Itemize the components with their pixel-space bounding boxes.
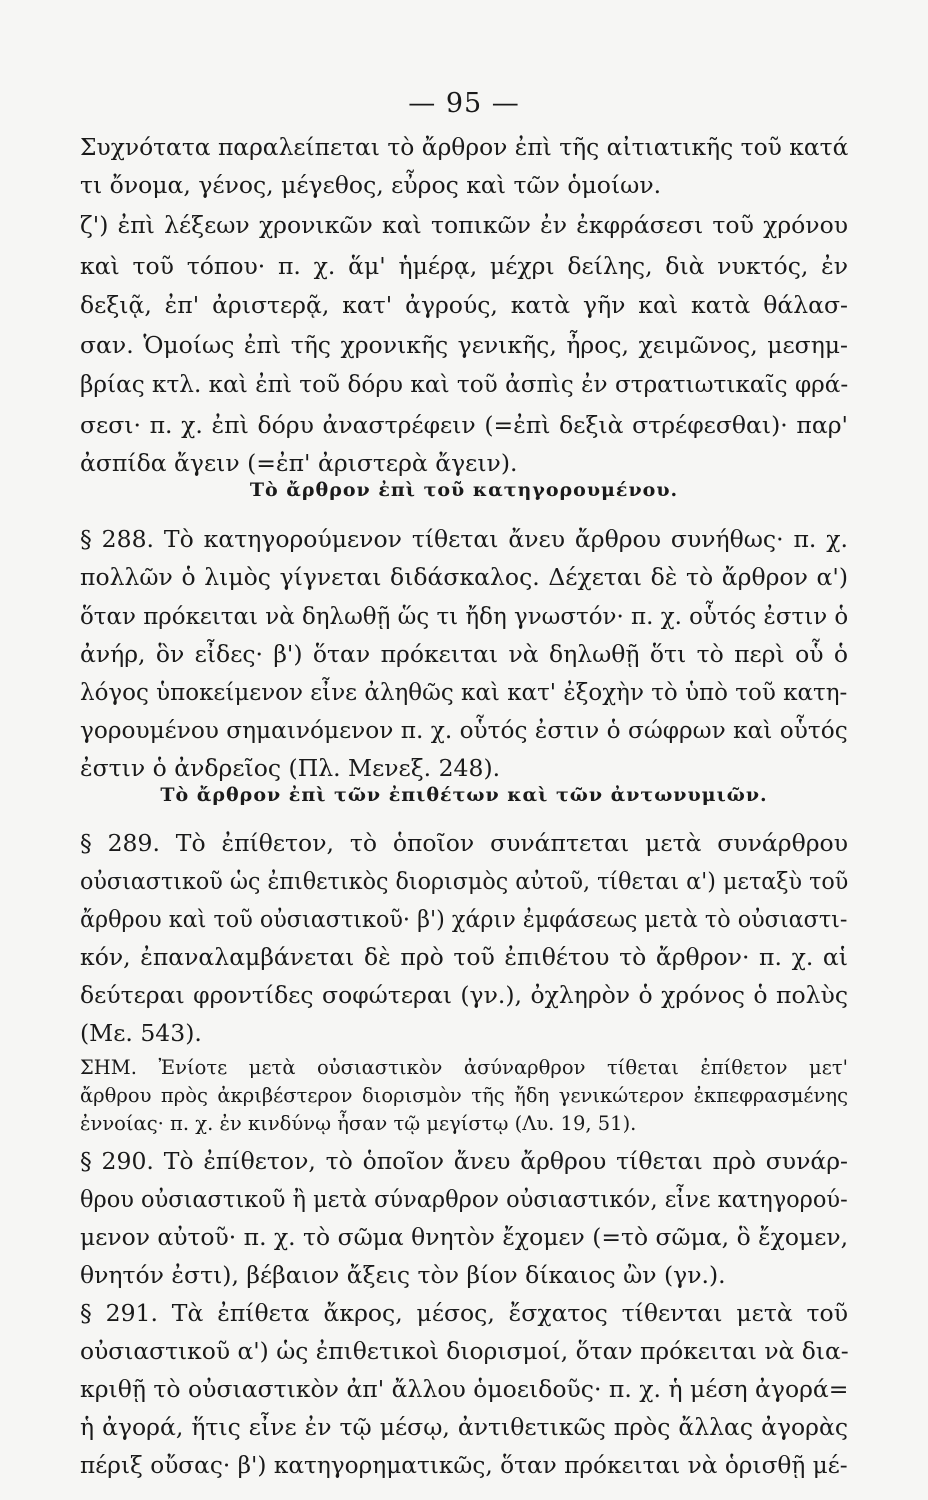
text-line: δεξιᾷ, ἐπ' ἀριστερᾷ, κατ' ἀγρούς, κατὰ γῆν καὶ κατὰ θάλασ- (80, 291, 848, 319)
text-line: ἀνήρ, ὃν εἶδες· β') ὅταν πρόκειται νὰ δηλωθῇ ὅτι τὸ περὶ οὗ ὁ (80, 640, 848, 668)
text-line: ἐστιν ὁ ἀνδρεῖος (Πλ. Μενεξ. 248). (80, 754, 501, 782)
text-line: λόγος ὑποκείμενον εἶνε ἀληθῶς καὶ κατ' ἐξοχὴν τὸ ὑπὸ τοῦ κατη- (80, 678, 848, 706)
text-line: τι ὄνομα, γένος, μέγεθος, εὖρος καὶ τῶν ὁμοίων. (80, 171, 662, 199)
text-line: θρου οὐσιαστικοῦ ἢ μετὰ σύναρθρον οὐσιαστικόν, εἶνε κατηγορού- (80, 1185, 848, 1213)
text-line: Συχνότατα παραλείπεται τὸ ἄρθρον ἐπὶ τῆς αἰτιατικῆς τοῦ κατά (80, 133, 849, 161)
section-heading-adjectives: Τὸ ἄρθρον ἐπὶ τῶν ἐπιθέτων καὶ τῶν ἀντωνυμιῶν. (160, 784, 768, 806)
text-line: § 288. Τὸ κατηγορούμενον τίθεται ἄνευ ἄρθρου συνήθως· π. χ. (80, 525, 848, 553)
text-line: γορουμένου σημαινόμενον π. χ. οὗτός ἐστιν ὁ σώφρων καὶ οὗτός (80, 716, 848, 744)
note-line: ΣΗΜ. Ἐνίοτε μετὰ οὐσιαστικὸν ἀσύναρθρον τίθεται ἐπίθετον μετ' (80, 1056, 848, 1079)
text-line: ὅταν πρόκειται νὰ δηλωθῇ ὥς τι ἤδη γνωστόν· π. χ. οὗτός ἐστιν ὁ (80, 602, 849, 630)
text-line: ἀσπίδα ἄγειν (=ἐπ' ἀριστερὰ ἄγειν). (80, 449, 518, 477)
text-line: βρίας κτλ. καὶ ἐπὶ τοῦ δόρυ καὶ τοῦ ἀσπὶς ἐν στρατιωτικαῖς φρά- (80, 370, 849, 398)
text-line: πολλῶν ὁ λιμὸς γίγνεται διδάσκαλος. Δέχεται δὲ τὸ ἄρθρον α') (80, 563, 848, 591)
text-line: σεσι· π. χ. ἐπὶ δόρυ ἀναστρέφειν (=ἐπὶ δεξιὰ στρέφεσθαι)· παρ' (80, 411, 848, 439)
text-line: ἄρθρου καὶ τοῦ οὐσιαστικοῦ· β') χάριν ἐμφάσεως μετὰ τὸ οὐσιαστι- (80, 905, 848, 933)
text-line: κριθῇ τὸ οὐσιαστικὸν ἀπ' ἄλλου ὁμοειδοῦς· π. χ. ἡ μέση ἀγορά= (80, 1375, 849, 1403)
text-line: θνητόν ἐστι), βέβαιον ἄξεις τὸν βίον δίκαιος ὢν (γν.). (80, 1261, 726, 1289)
note-line: ἐννοίας· π. χ. ἐν κινδύνῳ ἦσαν τῷ μεγίστῳ (Λυ. 19, 51). (80, 1112, 637, 1135)
text-line: § 289. Τὸ ἐπίθετον, τὸ ὁποῖον συνάπτεται μετὰ συνάρθρου (80, 829, 848, 857)
text-line: μενον αὐτοῦ· π. χ. τὸ σῶμα θνητὸν ἔχομεν (=τὸ σῶμα, ὃ ἔχομεν, (80, 1223, 849, 1251)
text-line: § 291. Τὰ ἐπίθετα ἄκρος, μέσος, ἔσχατος τίθενται μετὰ τοῦ (80, 1299, 848, 1327)
text-line: δεύτεραι φροντίδες σοφώτεραι (γν.), ὀχληρὸν ὁ χρόνος ὁ πολὺς (80, 981, 848, 1009)
text-line: πέριξ οὔσας· β') κατηγορηματικῶς, ὅταν πρόκειται νὰ ὁρισθῇ μέ- (80, 1451, 848, 1479)
text-line: ζ') ἐπὶ λέξεων χρονικῶν καὶ τοπικῶν ἐν ἐκφράσεσι τοῦ χρόνου (80, 211, 848, 239)
page-number: — 95 — (408, 88, 520, 119)
text-line: κόν, ἐπαναλαμβάνεται δὲ πρὸ τοῦ ἐπιθέτου τὸ ἄρθρον· π. χ. αἱ (80, 943, 848, 971)
text-line: ἡ ἀγορά, ἥτις εἶνε ἐν τῷ μέσῳ, ἀντιθετικῶς πρὸς ἄλλας ἀγορὰς (80, 1413, 848, 1441)
text-line: § 290. Τὸ ἐπίθετον, τὸ ὁποῖον ἄνευ ἄρθρου τίθεται πρὸ συνάρ- (80, 1147, 848, 1175)
note-line: ἄρθρου πρὸς ἀκριβέστερον διορισμὸν τῆς ἤδη γενικώτερον ἐκπεφρασμένης (80, 1084, 848, 1107)
text-line: σαν. Ὁμοίως ἐπὶ τῆς χρονικῆς γενικῆς, ἦρος, χειμῶνος, μεσημ- (80, 331, 848, 359)
section-heading-predicate: Τὸ ἄρθρον ἐπὶ τοῦ κατηγορουμένου. (249, 479, 679, 501)
text-line: οὐσιαστικοῦ ὡς ἐπιθετικὸς διορισμὸς αὐτοῦ, τίθεται α') μεταξὺ τοῦ (80, 867, 849, 895)
text-line: καὶ τοῦ τόπου· π. χ. ἅμ' ἡμέρᾳ, μέχρι δείλης, διὰ νυκτός, ἐν (80, 252, 848, 280)
text-line: (Με. 543). (80, 1019, 202, 1047)
text-line: οὐσιαστικοῦ α') ὡς ἐπιθετικοὶ διορισμοί, ὅταν πρόκειται νὰ δια- (80, 1337, 849, 1365)
